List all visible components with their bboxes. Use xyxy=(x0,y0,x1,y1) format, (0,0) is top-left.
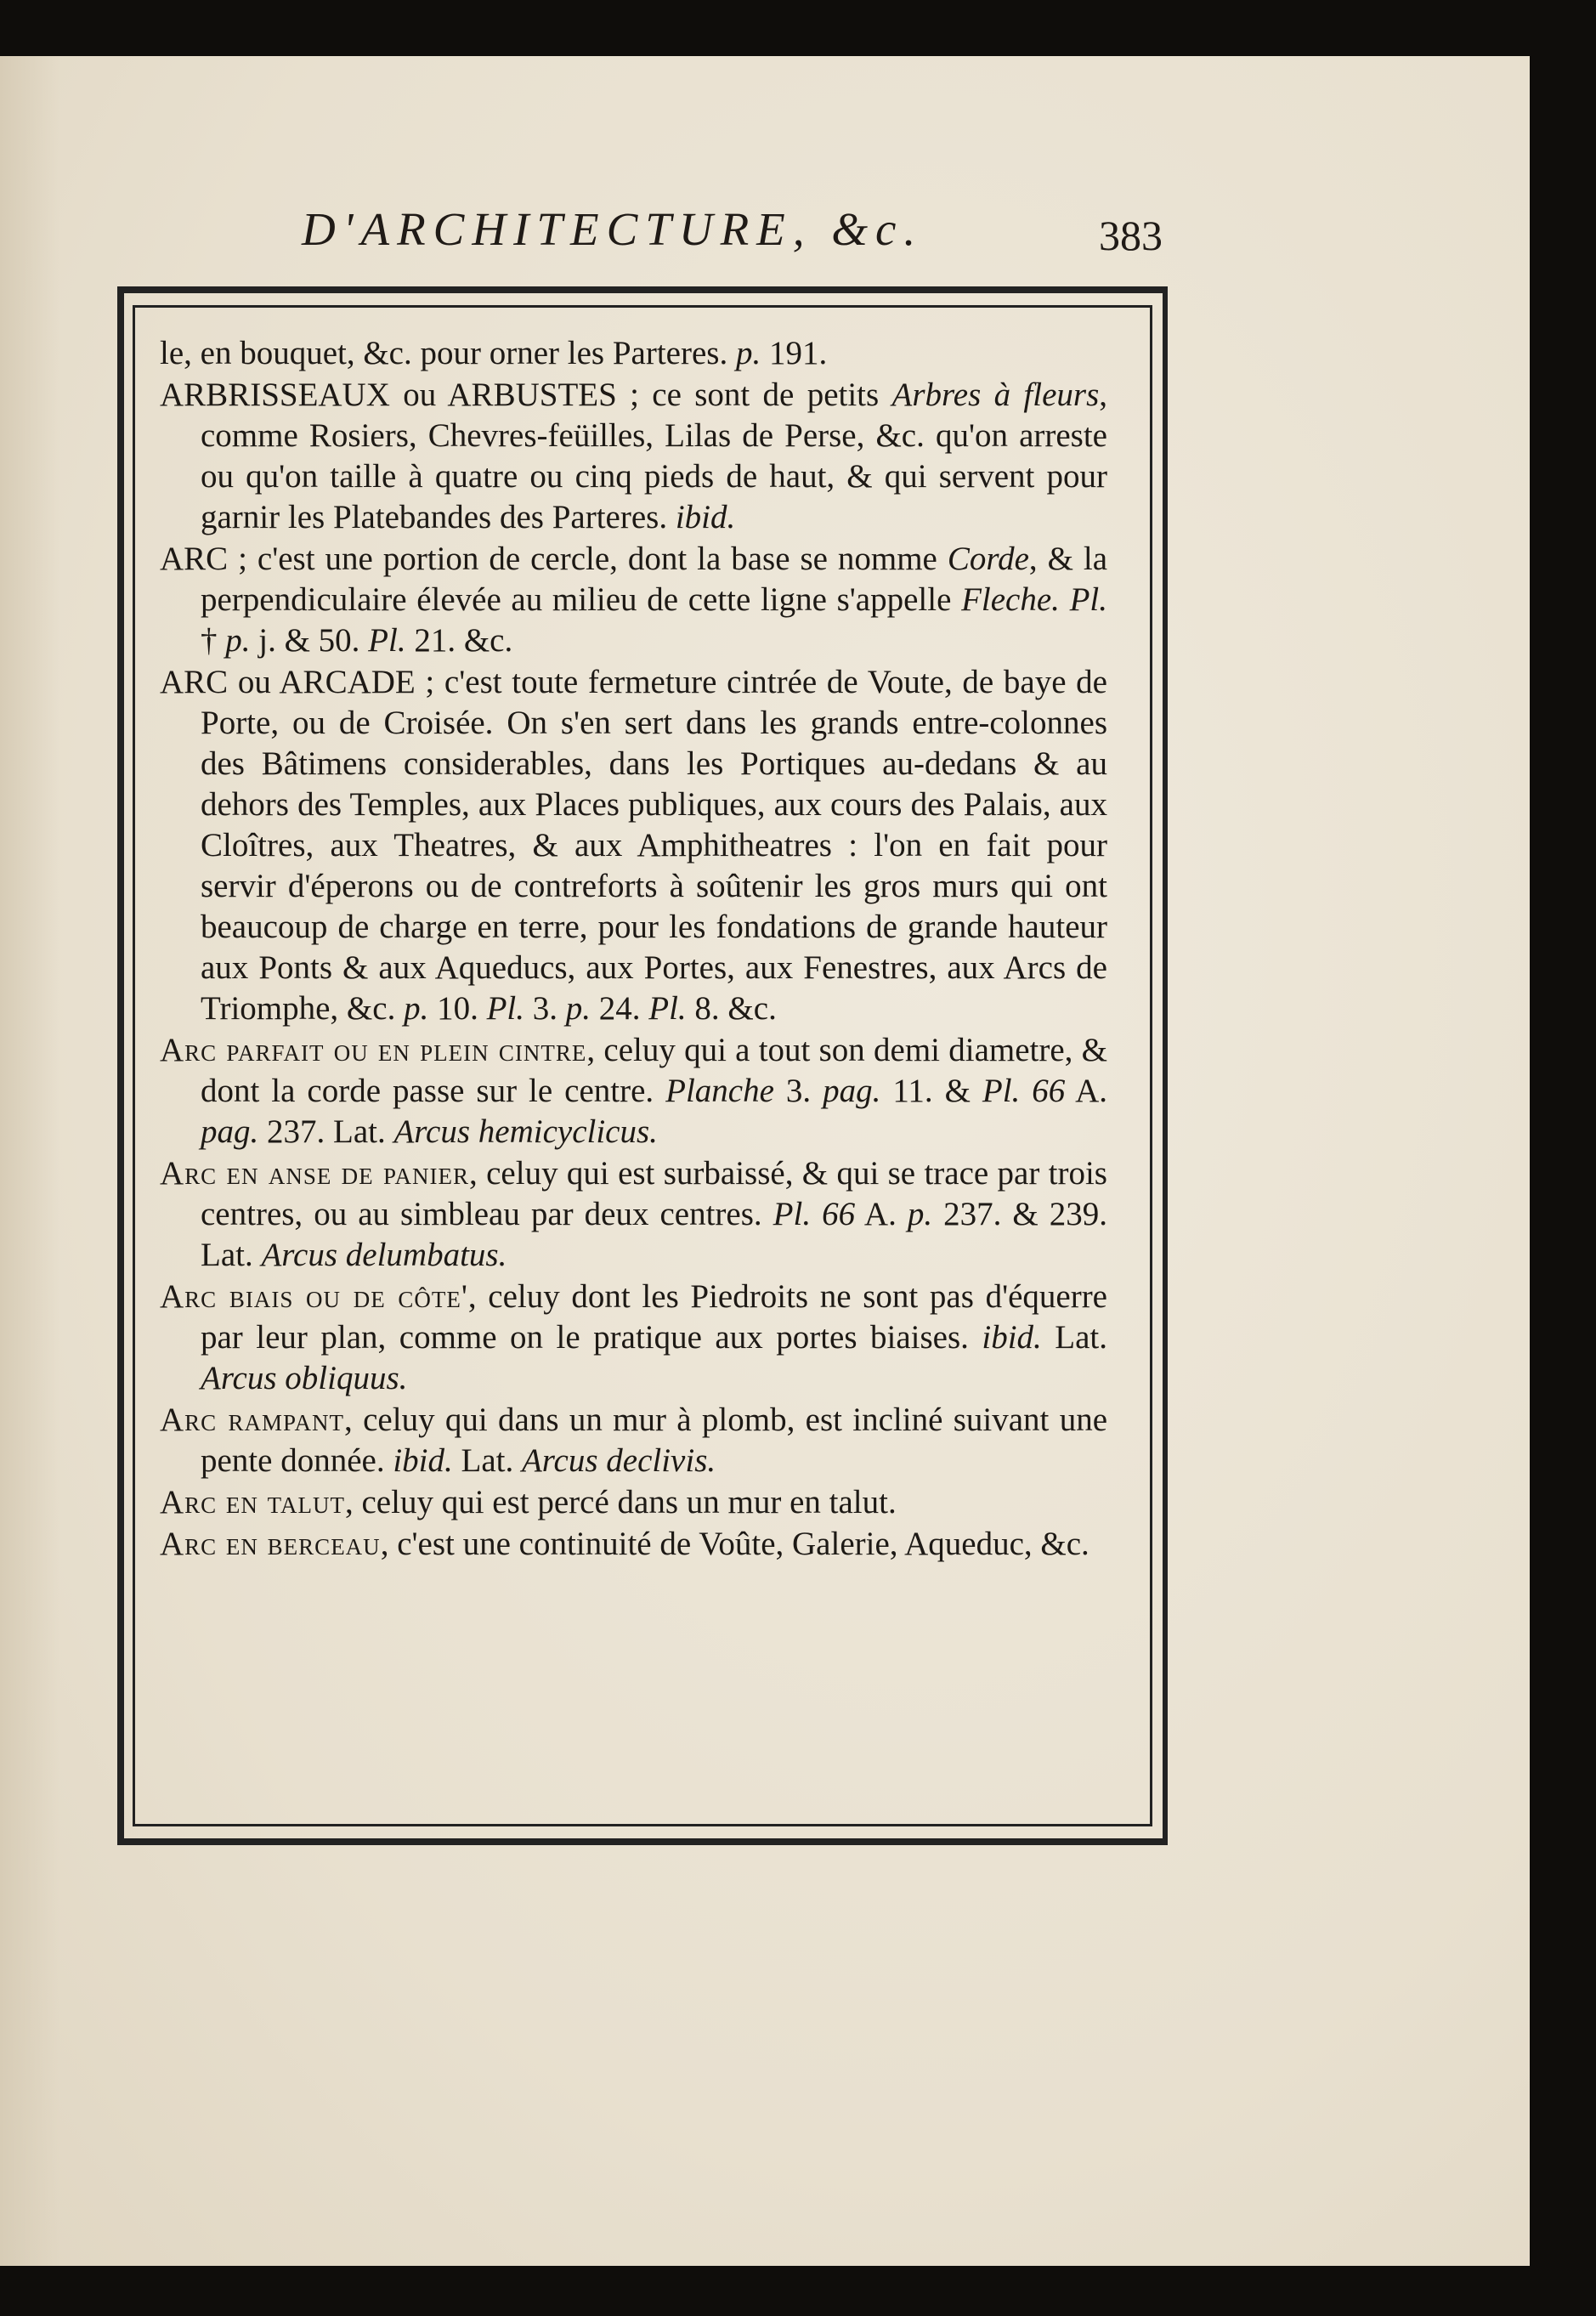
dictionary-text xyxy=(160,333,1107,1566)
entry-arc: ARC ; c'est une portion de cercle, dont la base se nomme Corde, & la perpendiculaire élevée au milieu de cette ligne s'appelle Fleche. Pl. † p. j. & 50. Pl. 21. &c. xyxy=(160,541,1108,659)
page-gutter-shadow xyxy=(0,56,59,2266)
page-number: 383 xyxy=(1099,212,1163,259)
entry-arbrisseaux: ARBRISSEAUX ou ARBUSTES ; ce sont de petits Arbres à fleurs, comme Rosiers, Chevres-feüilles, Lilas de Perse, &c. qu'on arreste ou qu'on taille à quatre ou cinq pieds de haut, & qui servent pour garnir les Platebandes des Parteres. ibid. xyxy=(160,377,1107,535)
entry-arc-biais: Arc biais ou de côte', celuy dont les Piedroits ne sont pas d'équerre par leur plan, comme on le pratique aux portes biaises. ibid. Lat. Arcus obliquus. xyxy=(160,1278,1107,1396)
entry-continuation-parteres: le, en bouquet, &c. pour orner les Parteres. p. 191. xyxy=(160,335,828,371)
entry-arc-en-anse-de-panier: Arc en anse de panier, celuy qui est surbaissé, & qui se trace par trois centres, ou au simbleau par deux centres. Pl. 66 A. p. 237. & 239. Lat. Arcus delumbatus. xyxy=(160,1155,1107,1273)
entry-arc-ou-arcade: ARC ou ARCADE ; c'est toute fermeture cintrée de Voute, de baye de Porte, ou de Croisée. On s'en sert dans les grands entre-colonnes des Bâtimens considerables, dans les Portiques au-dedans & au dehors des Temples, aux Places publiques, aux cours des Palais, aux Cloîtres, aux Theatres, & aux Amphitheatres : l'on en fait pour servir d'éperons ou de contreforts à soûtenir les gros murs qui ont beaucoup de charge en terre, pour les fondations de grande hauteur aux Ponts & aux Aqueducs, aux Portes, aux Fenestres, aux Arcs de Triomphe, &c. p. 10. Pl. 3. p. 24. Pl. 8. &c. xyxy=(160,664,1107,1027)
entry-arc-en-berceau: Arc en berceau, c'est une continuité de Voûte, Galerie, Aqueduc, &c. xyxy=(160,1526,1089,1562)
entry-arc-en-talut: Arc en talut, celuy qui est percé dans un mur en talut. xyxy=(160,1484,897,1520)
entry-arc-rampant: Arc rampant, celuy qui dans un mur à plomb, est incliné suivant une pente donnée. ibid. Lat. Arcus declivis. xyxy=(160,1401,1107,1479)
running-head xyxy=(302,168,1177,270)
entry-arc-parfait: Arc parfait ou en plein cintre, celuy qui a tout son demi diametre, & dont la corde passe sur le centre. Planche 3. pag. 11. & Pl. 66 A. pag. 237. Lat. Arcus hemicyclicus. xyxy=(160,1032,1107,1150)
running-title: D'ARCHITECTURE, &c. xyxy=(302,203,924,255)
